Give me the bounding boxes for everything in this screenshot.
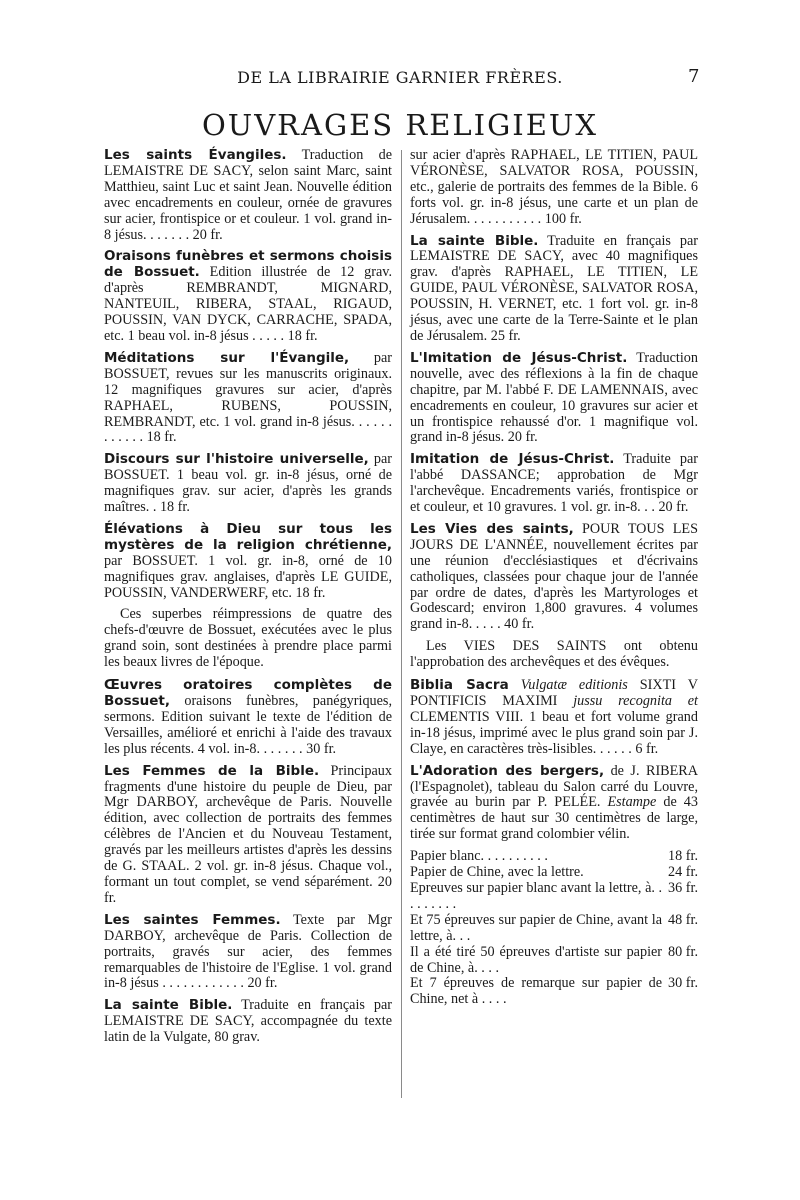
price-label: Epreuves sur papier blanc avant la lettre, à. . . . . . . . . [410, 879, 663, 912]
price-row [410, 976, 698, 1008]
entry-text: Principaux fragments d'une histoire du peuple de Dieu, par Mgr DARBOY, archevêque de Paris. Nouvelle édition, avec collection de portraits des femmes célèbres de l'Ancien et du Nouveau Testament, gravés par les meilleurs artistes d'après les dessins de G. STAAL. 2 vol. gr. in-8 jésus. Chaque vol., formant un tout complet, se vend séparément. 20 fr. [104, 762, 392, 906]
catalog-entry [410, 522, 698, 633]
entry-title: L'Imitation de Jésus-Christ. [410, 349, 628, 366]
catalog-entry [410, 351, 698, 446]
entry-title: Discours sur l'histoire universelle, [104, 451, 369, 468]
price-amount: 80 fr. [668, 943, 698, 960]
catalog-entry [410, 234, 698, 345]
entry-italic: Vulgatæ editionis [508, 677, 628, 694]
page-number: 7 [688, 66, 700, 87]
price-amount: 48 fr. [668, 911, 698, 928]
catalog-entry [104, 998, 392, 1046]
entry-continuation: sur acier d'après RAPHAEL, LE TITIEN, PAUL VÉRONÈSE, SALVATOR ROSA, POUSSIN, etc., galerie de portraits des femmes de la Bible. 6 forts vol. gr. in-8 jésus, une carte et un plan de Jérusalem. . . . . . . . . . . 100 fr. [410, 147, 698, 227]
price-label: Papier blanc. . . . . . . . . . [410, 848, 548, 865]
entry-note: Ces superbes réimpressions de quatre des chefs-d'œuvre de Bossuet, exécutées avec le plus grand soin, sont destinées à prendre place parmi les beaux livres de l'époque. [104, 606, 392, 671]
entry-title: Oraisons funèbres et sermons choisis de Bossuet. [104, 248, 392, 281]
entry-text: par BOSSUET, revues sur les manuscrits originaux. 12 magnifiques gravures sur acier, d'après RAPHAEL, RUBENS, POUSSIN, REMBRANDT, etc. 1 vol. grand in-8 jésus. . . . . . . . . . . . 18 fr. [104, 349, 392, 446]
entry-title: Biblia Sacra [410, 677, 509, 694]
section-title: OUVRAGES RELIGIEUX [202, 108, 598, 142]
price-amount: 36 fr. [668, 879, 698, 896]
entry-title: Les saints Évangiles. [104, 147, 287, 163]
entry-note: Les VIES DES SAINTS ont obtenu l'approbation des archevêques et des évêques. [410, 638, 698, 671]
entry-text: Traduction de LEMAISTRE DE SACY, selon saint Marc, saint Matthieu, saint Luc et saint Jean. Nouvelle édition avec encadrements en couleur, ornée de gravures sur acier, frontispice or et couleur. 1 vol. grand in-8 jésus. . . . . . . 20 fr. [104, 147, 392, 243]
price-amount: 24 fr. [668, 864, 698, 881]
entry-text: Traduite en français par LEMAISTRE DE SACY, avec 40 magnifiques grav. d'après RAPHAEL, LE TITIEN, LE GUIDE, PAUL VÉRONÈSE, SALVATOR ROSA, POUSSIN, H. VERNET, etc. 1 fort vol. gr. in-8 jésus, avec une carte de la Terre-Sainte et le plan de Jérusalem. 25 fr. [410, 232, 698, 344]
running-title: DE LA LIBRAIRIE GARNIER FRÈRES. [237, 68, 563, 87]
entry-text: oraisons funèbres, panégyriques, sermons. Edition suivant le texte de l'édition de Versailles, amélioré et enrichi à l'aide des travaux les plus récents. 4 vol. in-8. . . . . . . 30 fr. [104, 693, 392, 757]
entry-text: de 43 centimètres de haut sur 30 centimètres de large, tirée sur format grand colombier vélin. [410, 794, 698, 843]
price-label: Papier de Chine, avec la lettre. [410, 864, 584, 881]
entry-text: de J. RIBERA (l'Espagnolet), tableau du Salon carré du Louvre, gravée au burin par P. PELÉE. [410, 762, 699, 811]
entry-title: Les Femmes de la Bible. [104, 762, 320, 779]
price-label: Il a été tiré 50 épreuves d'artiste sur papier de Chine, à. . . . [410, 943, 663, 976]
entry-text: par BOSSUET. 1 beau vol. gr. in-8 jésus, orné de magnifiques grav. sur acier, d'après les grands maîtres. . 18 fr. [104, 451, 392, 516]
entry-title: Élévations à Dieu sur tous les mystères de la religion chrétienne, [104, 520, 392, 553]
price-label: Et 7 épreuves de remarque sur papier de Chine, net à . . . . [410, 975, 663, 1008]
catalog-entry [104, 913, 392, 993]
entry-title: Méditations sur l'Évangile, [104, 349, 350, 366]
entry-text: Traduction nouvelle, avec des réflexions à la fin de chaque chapitre, par M. l'abbé F. DE LAMENNAIS, avec encadrements en couleur, 10 gravures sur acier et un frontispice rehaussé d'or. 1 magnifique vol. grand in-8 jésus. 20 fr. [410, 349, 698, 446]
price-label: Et 75 épreuves sur papier de Chine, avant la lettre, à. . . [410, 911, 663, 944]
catalog-entry [104, 678, 392, 758]
entry-text: POUR TOUS LES JOURS DE L'ANNÉE, nouvellement écrites par une réunion d'ecclésiastiques et d'écrivains catholiques, classées pour chaque jour de l'année par ordre de dates, d'après les Martyrologes et Godescard; environ 1,800 gravures. 4 volumes grand in-8. . . . . 40 fr. [410, 520, 698, 633]
entry-italic: jussu recognita et [557, 693, 698, 709]
price-row [410, 865, 698, 881]
entry-title: L'Adoration des bergers, [410, 762, 605, 779]
price-amount: 18 fr. [668, 848, 698, 865]
catalog-entry [104, 148, 392, 243]
entry-text: Traduite par l'abbé DASSANCE; approbation de Mgr l'archevêque. Encadrements variés, frontispice or et couleur, et 10 gravures. 1 vol. gr. in-8. . . 20 fr. [410, 451, 698, 516]
price-list [410, 849, 698, 1008]
entry-text: par BOSSUET. 1 vol. gr. in-8, orné de 10 magnifiques grav. anglaises, d'après LE GUIDE, POUSSIN, VANDERWERF, etc. 18 fr. [104, 552, 392, 601]
entry-title: La sainte Bible. [104, 997, 233, 1014]
column-divider [401, 150, 402, 1098]
price-row [410, 945, 698, 977]
entry-text: CLEMENTIS VIII. 1 beau et fort volume grand in-18 jésus, imprimé avec le plus grand soin par J. Claye, en caractères très-lisibles. . . . . . 6 fr. [410, 708, 698, 757]
left-column [104, 148, 392, 1052]
entry-text: Traduite en français par LEMAISTRE DE SACY, accompagnée du texte latin de la Vulgate, 80 grav. [104, 997, 392, 1046]
catalog-entry [410, 764, 698, 844]
catalog-entry [410, 452, 698, 516]
entry-text: Edition illustrée de 12 grav. d'après REMBRANDT, MIGNARD, NANTEUIL, RIBERA, STAAL, RIGAUD, POUSSIN, VAN DYCK, CARRACHE, SPADA, etc. 1 beau vol. in-8 jésus . . . . . 18 fr. [104, 264, 392, 344]
entry-text: Texte par Mgr DARBOY, archevêque de Paris. Collection de portraits, gravés sur acier, des femmes remarquables de l'histoire de l'Eglise. 1 vol. grand in-8 jésus . . . . . . . . . . . . 20 fr. [104, 911, 392, 992]
catalog-entry [104, 522, 392, 602]
price-amount: 30 fr. [668, 975, 698, 992]
entry-title: Imitation de Jésus-Christ. [410, 451, 615, 468]
page-header [100, 64, 700, 88]
right-column [410, 148, 698, 1008]
price-row [410, 913, 698, 945]
price-row [410, 849, 698, 865]
entry-title: Les saintes Femmes. [104, 911, 281, 928]
catalog-entry [104, 764, 392, 907]
catalog-entry [104, 351, 392, 446]
entry-text: SIXTI V PONTIFICIS MAXIMI [410, 677, 699, 709]
price-row [410, 881, 698, 913]
catalog-entry [104, 249, 392, 344]
entry-title: La sainte Bible. [410, 232, 539, 249]
entry-italic: Estampe [600, 794, 657, 811]
catalog-entry [104, 452, 392, 516]
entry-title: Œuvres oratoires complètes de Bossuet, [104, 677, 392, 709]
entry-title: Les Vies des saints, [410, 520, 574, 537]
catalog-entry [410, 678, 698, 758]
